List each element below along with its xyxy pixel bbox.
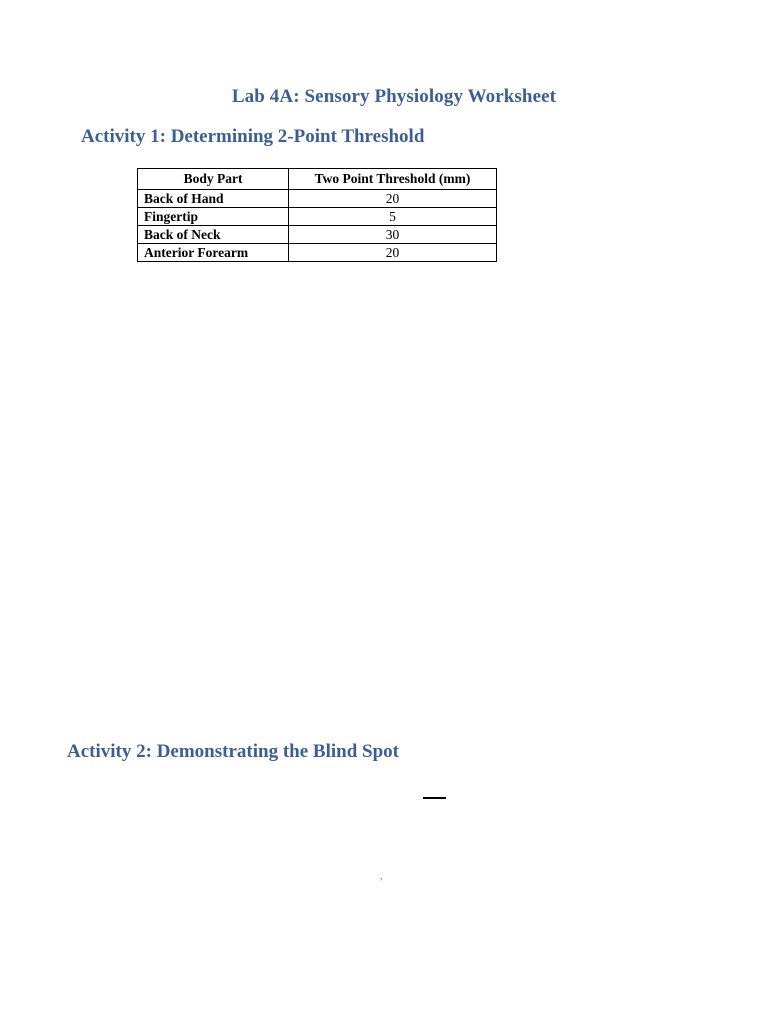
activity-1-heading: Activity 1: Determining 2-Point Threshold bbox=[81, 126, 425, 147]
table-row bbox=[138, 208, 497, 226]
blind-spot-dash-mark bbox=[423, 797, 446, 799]
column-header-body-part: Body Part bbox=[138, 169, 289, 190]
small-mark: , bbox=[380, 871, 383, 881]
table-row bbox=[138, 190, 497, 208]
table-row bbox=[138, 226, 497, 244]
threshold-table bbox=[137, 168, 497, 262]
page-title: Lab 4A: Sensory Physiology Worksheet bbox=[231, 86, 557, 107]
body-part-cell: Back of Neck bbox=[138, 226, 289, 244]
threshold-cell: 20 bbox=[289, 190, 497, 208]
threshold-cell: 30 bbox=[289, 226, 497, 244]
table-row bbox=[138, 244, 497, 262]
body-part-cell: Fingertip bbox=[138, 208, 289, 226]
body-part-cell: Anterior Forearm bbox=[138, 244, 289, 262]
threshold-cell: 5 bbox=[289, 208, 497, 226]
threshold-cell: 20 bbox=[289, 244, 497, 262]
column-header-threshold: Two Point Threshold (mm) bbox=[289, 169, 497, 190]
table-header-row bbox=[138, 169, 497, 190]
activity-2-heading: Activity 2: Demonstrating the Blind Spot bbox=[67, 741, 399, 762]
body-part-cell: Back of Hand bbox=[138, 190, 289, 208]
